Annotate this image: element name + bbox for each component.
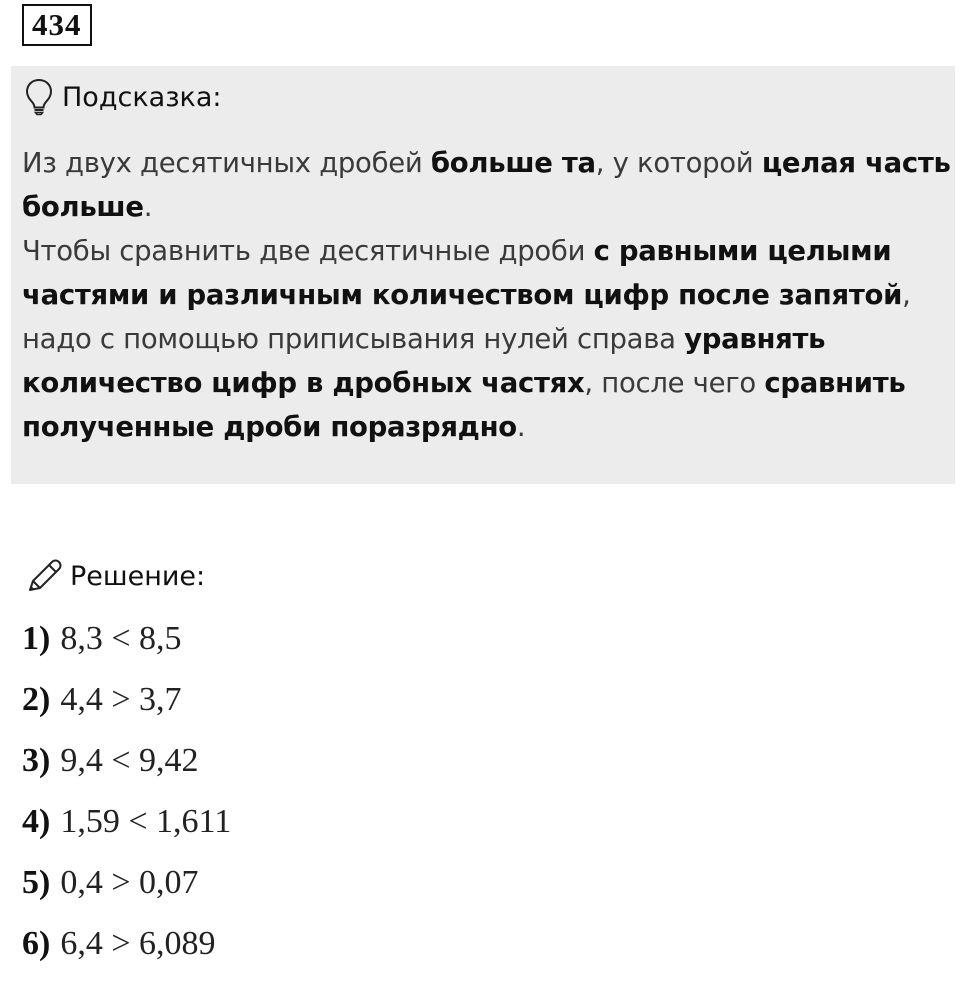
answer-expression: 8,3 < 8,5 [60, 620, 182, 657]
hint-bold-text: целая часть больше [22, 147, 951, 223]
hint-text-run: , надо с помощью приписывания нулей справа [22, 279, 911, 355]
hint-header [24, 77, 222, 117]
answer-number: 4) [22, 803, 51, 840]
solution-header [24, 554, 205, 598]
hint-text-run: . [143, 191, 153, 223]
answer-row [22, 859, 231, 920]
answer-expression: 0,4 > 0,07 [60, 864, 199, 901]
answer-number: 5) [22, 864, 51, 901]
answer-row [22, 920, 231, 981]
answer-row [22, 615, 231, 676]
hint-bold-text: уравнять количество цифр в дробных частях [22, 323, 826, 399]
answer-expression: 9,4 < 9,42 [60, 742, 199, 779]
answer-row [22, 798, 231, 859]
hint-bold-text: с равными целыми частями и различным количеством цифр после запятой [22, 235, 903, 311]
hint-text-run: , после чего [584, 367, 765, 399]
answer-expression: 4,4 > 3,7 [60, 681, 182, 718]
answer-number: 1) [22, 620, 51, 657]
hint-paragraph [22, 229, 952, 449]
hint-bold-text: сравнить полученные дроби поразрядно [22, 367, 906, 443]
answer-number: 6) [22, 925, 51, 962]
task-number: 434 [22, 4, 92, 46]
answer-expression: 1,59 < 1,611 [60, 803, 232, 840]
hint-title: Подсказка: [62, 81, 222, 113]
hint-paragraph [22, 141, 952, 229]
hint-text [22, 141, 952, 449]
hint-text-run: . [516, 411, 526, 443]
lightbulb-icon [24, 78, 54, 116]
hint-text-run: , у которой [595, 147, 762, 179]
answer-expression: 6,4 > 6,089 [60, 925, 216, 962]
hint-text-run: Из двух десятичных дробей [22, 147, 431, 179]
hint-bold-text: больше та [430, 147, 596, 179]
answer-row [22, 676, 231, 737]
answer-number: 2) [22, 681, 51, 718]
answer-row [22, 737, 231, 798]
answers-list [22, 615, 231, 981]
answer-number: 3) [22, 742, 51, 779]
pencil-icon [24, 556, 64, 596]
hint-text-run: Чтобы сравнить две десятичные дроби [22, 235, 594, 267]
solution-title: Решение: [70, 560, 206, 592]
